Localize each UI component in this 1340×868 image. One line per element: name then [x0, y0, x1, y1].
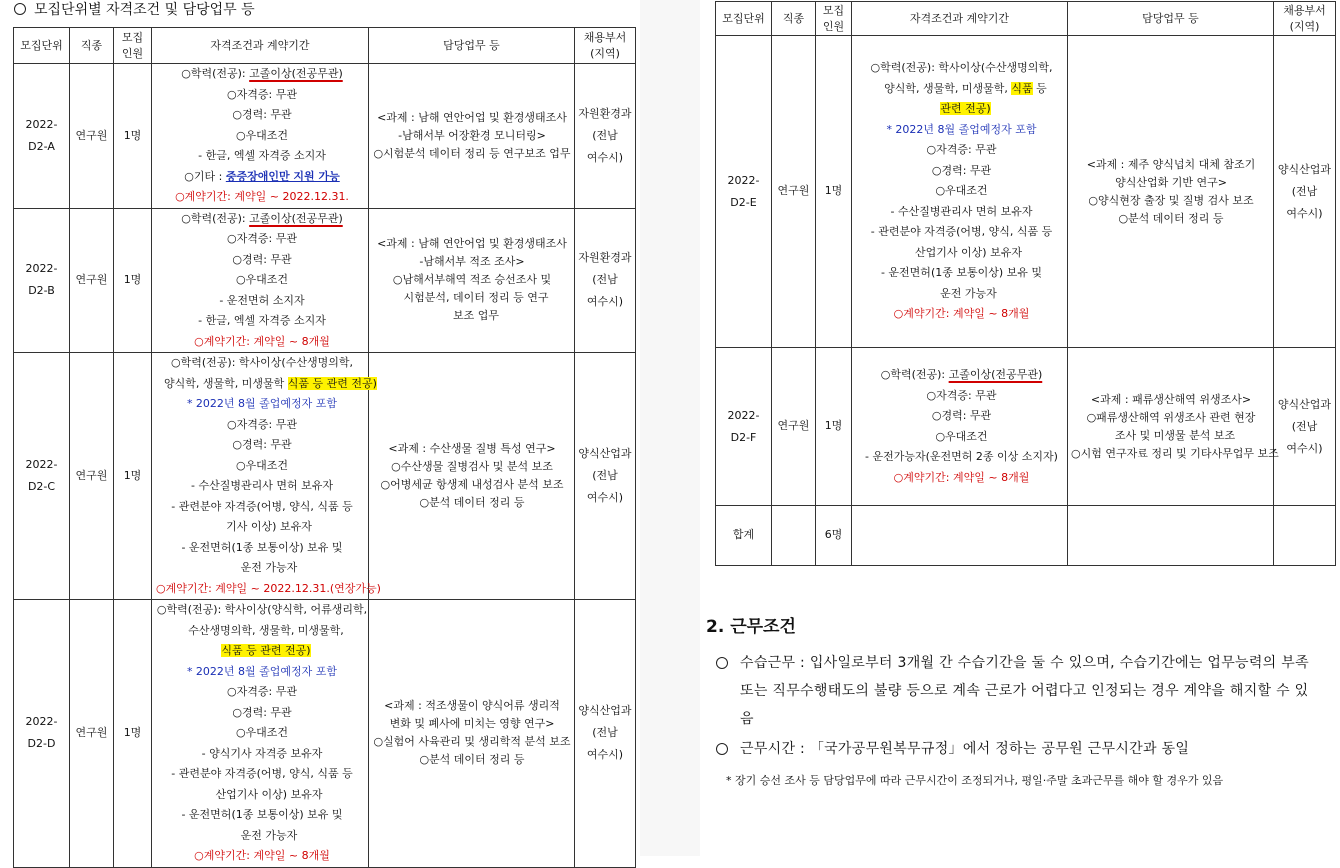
department: 자원환경과 (전남 여수시) [575, 208, 636, 353]
qualification-line [156, 805, 368, 826]
duty-text: ○어병세균 항생제 내성검사 분석 보조 [380, 478, 564, 491]
duty-line [1071, 156, 1271, 174]
qualification-line [156, 600, 368, 621]
duty-text: 변화 및 폐사에 미치는 영향 연구> [389, 717, 555, 731]
duty-text: ○시험분석 데이터 정리 등 연구보조 업무 [373, 146, 571, 160]
table-row [14, 64, 636, 209]
qualification-line [156, 435, 368, 456]
qualification-line [856, 304, 1067, 325]
duty-line [372, 494, 572, 512]
qualification-text: ○계약기간: 계약일 ~ 8개월 [893, 307, 1030, 321]
qualification-cell [852, 348, 1068, 506]
qualification-text: 기사 이상) 보유자 [226, 520, 312, 533]
page-gap [640, 0, 700, 856]
recruitment-unit: 2022- D2-E [716, 36, 772, 348]
qualification-text: - 운전면허(1종 보통이상) 보유 및 [880, 266, 1043, 280]
header-unit: 모집단위 [14, 28, 70, 64]
duty-text: <과제 : 남해 연안어업 및 환경생태조사 [377, 110, 567, 124]
qualification-text: ○경력: 무관 [232, 438, 292, 451]
total-dept [1274, 506, 1336, 566]
header-qualification: 자격조건과 계약기간 [152, 28, 369, 64]
qualification-text: 식품 [1011, 81, 1033, 95]
duty-text: <과제 : 패류생산해역 위생조사> [1090, 392, 1252, 406]
qualification-line [156, 311, 368, 332]
qualification-line [156, 703, 368, 724]
qualification-line [156, 558, 368, 579]
qualification-line [156, 126, 368, 147]
recruitment-table-right [715, 1, 1336, 566]
duty-line [1071, 210, 1271, 228]
header-department: 채용부서 (지역) [1274, 2, 1336, 36]
duty-text: <과제 : 남해 연안어업 및 환경생태조사 [377, 237, 567, 251]
duty-line [372, 235, 572, 253]
duty-line [372, 458, 572, 476]
qualification-line [156, 764, 368, 785]
qualification-line [156, 621, 368, 642]
work-condition-text: 근무시간 : 「국가공무원복무규정」에서 정하는 공무원 근무시간과 동일 [740, 741, 1190, 757]
section-heading [14, 0, 255, 20]
duty-line [372, 109, 572, 127]
hollow-circle-icon [716, 743, 728, 755]
qualification-text: ○학력(전공): 학사이상(수산생명의학, [171, 356, 353, 369]
recruitment-unit: 2022- D2-D [14, 600, 70, 868]
qualification-line [856, 365, 1067, 386]
recruitment-unit: 2022- D2-F [716, 348, 772, 506]
qualification-line [856, 202, 1067, 223]
duty-text: 시험분석, 데이터 정리 등 연구 [403, 291, 549, 305]
qualification-line [156, 744, 368, 765]
qualification-text: 식품 등 관련 전공) [287, 376, 377, 390]
qualification-text: ○우대조건 [235, 458, 289, 472]
duty-text: ○수산생물 질병검사 및 분석 보조 [391, 460, 553, 473]
department: 자원환경과 (전남 여수시) [575, 64, 636, 209]
qualification-text: - 관련분야 자격증(어병, 양식, 식품 등 [171, 767, 353, 780]
qualification-text: * 2022년 8월 졸업예정자 포함 [186, 664, 338, 678]
qualification-text: 고졸이상(전공무관) [948, 368, 1043, 381]
duty-line [1071, 391, 1271, 409]
duty-cell [369, 64, 575, 209]
total-duty [1068, 506, 1274, 566]
qualification-line [156, 229, 368, 250]
qualification-text: ○학력(전공): 학사이상(양식학, 어류생리학, [156, 603, 368, 616]
duty-line [372, 145, 572, 163]
total-job [772, 506, 816, 566]
qualification-line [856, 427, 1067, 448]
qualification-line [156, 187, 368, 208]
qualification-line [156, 209, 368, 230]
qualification-text: ○계약기간: 계약일 ~ 8개월 [893, 470, 1030, 484]
work-condition-text: 수습근무 : 입사일로부터 3개월 간 수습기간을 둘 수 있으며, 수습기간에는 업무능력의 부족 또는 직무수행태도의 불량 등으로 계속 근로가 어렵다고 인정되는 경우 계약을 해지할 수 있음 [740, 655, 1309, 727]
header-department: 채용부서 (지역) [575, 28, 636, 64]
section-title-text: 모집단위별 자격조건 및 담당업무 등 [34, 2, 255, 18]
qualification-line [156, 579, 381, 600]
qualification-text: ○우대조건 [235, 726, 289, 739]
qualification-text: 수산생명의학, 생물학, 미생물학, [188, 623, 344, 637]
qualification-line [156, 538, 368, 559]
job-type: 연구원 [70, 64, 114, 209]
qualification-cell [152, 353, 381, 600]
qualification-text: 중증장애인만 지원 가능 [225, 169, 340, 183]
qualification-text: ○우대조건 [935, 429, 988, 443]
qualification-line [156, 332, 368, 353]
qualification-cell [152, 64, 369, 209]
qualification-text: 관련 전공) [940, 102, 991, 116]
duty-cell [1068, 36, 1274, 348]
qualification-text: ○자격증: 무관 [227, 87, 297, 101]
duty-text: <과제 : 수산생물 질병 특성 연구> [388, 442, 556, 455]
qualification-line [156, 476, 368, 497]
qualification-text: - 한글, 엑셀 자격증 소지자 [198, 149, 326, 162]
qualification-text: * 2022년 8월 졸업예정자 포함 [886, 122, 1037, 136]
qualification-line [156, 167, 368, 188]
qualification-line [156, 641, 368, 662]
qualification-text: ○학력(전공): [181, 67, 250, 80]
qualification-line [156, 105, 368, 126]
qualification-line [856, 468, 1067, 489]
duty-text: ○분석 데이터 정리 등 [1118, 211, 1224, 225]
qualification-line [156, 374, 377, 395]
qualification-text: ○계약기간: 계약일 ~ 2022.12.31.(연장가능) [156, 581, 381, 595]
qualification-line [156, 682, 368, 703]
qualification-text: 산업기사 이상) 보유자 [915, 245, 1022, 259]
duty-text: ○양식현장 출장 및 질병 검사 보조 [1088, 193, 1254, 207]
department: 양식산업과 (전남 여수시) [1274, 348, 1336, 506]
qualification-text: 운전 가능자 [940, 286, 997, 300]
duty-line [372, 476, 572, 494]
qualification-line [156, 826, 368, 847]
qualification-text: ○경력: 무관 [931, 409, 992, 422]
qualification-line [856, 58, 1067, 79]
department: 양식산업과 (전남 여수시) [575, 600, 636, 868]
table-row [716, 36, 1336, 348]
work-condition-probation [716, 649, 1316, 733]
duty-line [1071, 174, 1271, 192]
duty-line [372, 751, 572, 769]
qualification-text: ○학력(전공): [181, 211, 250, 225]
job-type: 연구원 [70, 353, 114, 600]
qualification-line [156, 250, 368, 271]
left-page [0, 0, 640, 862]
qualification-text: ○계약기간: 계약일 ~ 8개월 [194, 334, 330, 348]
qualification-text: - 수산질병관리사 면허 보유자 [890, 204, 1033, 218]
header-job: 직종 [70, 28, 114, 64]
duty-cell [369, 208, 575, 353]
qualification-text: 운전 가능자 [240, 561, 298, 574]
qualification-line [856, 181, 1067, 202]
qualification-line [856, 386, 1067, 407]
duty-text: 보조 업무 [452, 309, 499, 323]
job-type: 연구원 [772, 348, 816, 506]
hollow-circle-icon [716, 657, 728, 669]
total-label: 합계 [716, 506, 772, 566]
job-type: 연구원 [772, 36, 816, 348]
recruitment-unit: 2022- D2-A [14, 64, 70, 209]
qualification-line [156, 456, 368, 477]
duty-line [372, 289, 572, 307]
qualification-text: 식품 등 관련 전공) [221, 644, 311, 657]
duty-text: ○분석 데이터 정리 등 [419, 753, 525, 767]
duty-line [1071, 445, 1279, 463]
table-row [716, 348, 1336, 506]
header-qualification: 자격조건과 계약기간 [852, 2, 1068, 36]
header-duty: 담당업무 등 [369, 28, 575, 64]
duty-text: 조사 및 미생물 분석 보조 [1114, 428, 1236, 442]
recruitment-unit: 2022- D2-B [14, 208, 70, 353]
qualification-line [156, 146, 368, 167]
qualification-text: ○경력: 무관 [931, 163, 992, 177]
total-qual [852, 506, 1068, 566]
qualification-text: - 운전면허(1종 보통이상) 보유 및 [181, 808, 343, 821]
qualification-text: ○자격증: 무관 [227, 417, 297, 431]
duty-line [1071, 192, 1271, 210]
qualification-text: - 운전면허(1종 보통이상) 보유 및 [181, 540, 343, 554]
headcount: 1명 [114, 353, 152, 600]
header-duty: 담당업무 등 [1068, 2, 1274, 36]
qualification-text: ○우대조건 [235, 273, 289, 286]
work-condition-hours [716, 735, 1316, 763]
duty-cell [369, 600, 575, 868]
qualification-text: 고졸이상(전공무관) [249, 67, 343, 80]
qualification-text: - 관련분야 자격증(어병, 양식, 식품 등 [870, 225, 1053, 239]
qualification-text: ○학력(전공): 학사이상(수산생명의학, [870, 61, 1053, 75]
headcount: 1명 [114, 64, 152, 209]
total-count: 6명 [816, 506, 852, 566]
qualification-line [156, 497, 368, 518]
table-header-row [716, 2, 1336, 36]
headcount: 1명 [816, 348, 852, 506]
duty-line [372, 271, 572, 289]
qualification-text: ○경력: 무관 [232, 252, 292, 266]
duty-line [372, 307, 572, 325]
qualification-text: 운전 가능자 [240, 828, 298, 842]
table-row [14, 353, 636, 600]
duty-text: ○분석 데이터 정리 등 [419, 496, 525, 509]
qualification-line [856, 284, 1067, 305]
qualification-line [856, 222, 1067, 243]
table-row [14, 600, 636, 868]
qualification-text: - 양식기사 자격증 보유자 [201, 746, 323, 760]
qualification-line [156, 785, 368, 806]
duty-text: ○실험어 사육관리 및 생리학적 분석 보조 [373, 735, 571, 749]
duty-text: -남해서부 적조 조사> [419, 255, 525, 269]
qualification-text: ○기타 : [184, 169, 226, 183]
hollow-circle-icon [14, 3, 26, 15]
qualification-text: 양식학, 생물학, 미생물학, [884, 81, 1012, 95]
qualification-line [156, 353, 368, 374]
qualification-line [856, 243, 1067, 264]
qualification-line [156, 723, 368, 744]
headcount: 1명 [114, 600, 152, 868]
qualification-text: 양식학, 생물학, 미생물학 [164, 376, 288, 390]
duty-text: -남해서부 어장환경 모니터링> [398, 128, 546, 142]
recruitment-table-left [13, 27, 636, 868]
duty-cell [369, 353, 575, 600]
table-header-row [14, 28, 636, 64]
header-count: 모집 인원 [114, 28, 152, 64]
duty-line [1071, 427, 1271, 445]
qualification-text: ○우대조건 [935, 184, 988, 198]
qualification-line [856, 120, 1067, 141]
qualification-text: ○자격증: 무관 [227, 232, 297, 245]
qualification-text: ○자격증: 무관 [227, 685, 297, 698]
duty-line [372, 440, 572, 458]
qualification-line [856, 79, 1067, 100]
qualification-text: ○경력: 무관 [232, 705, 292, 719]
duty-text: ○패류생산해역 위생조사 관련 현장 [1086, 410, 1256, 424]
qualification-text: * 2022년 8월 졸업예정자 포함 [186, 397, 338, 410]
duty-text: ○남해서부해역 적조 승선조사 및 [392, 273, 552, 287]
recruitment-unit: 2022- D2-C [14, 353, 70, 600]
qualification-line [156, 394, 368, 415]
job-type: 연구원 [70, 208, 114, 353]
work-condition-note: * 장기 승선 조사 등 담당업무에 따라 근무시간이 조정되거나, 평일·주말 초과근무를 해야 할 경우가 있음 [726, 774, 1224, 787]
duty-text: <과제 : 제주 양식넙치 대체 참조기 [1086, 157, 1256, 171]
qualification-line [156, 85, 368, 106]
duty-line [372, 127, 572, 145]
header-job: 직종 [772, 2, 816, 36]
qualification-text: 산업기사 이상) 보유자 [215, 787, 323, 801]
qualification-line [156, 846, 368, 867]
qualification-line [856, 99, 1067, 120]
qualification-text: ○우대조건 [235, 128, 289, 142]
qualification-text: ○학력(전공): [880, 368, 949, 381]
qualification-cell [852, 36, 1068, 348]
department: 양식산업과 (전남 여수시) [1274, 36, 1336, 348]
qualification-text: ○자격증: 무관 [926, 143, 997, 157]
duty-line [1071, 409, 1271, 427]
qualification-line [156, 662, 368, 683]
duty-line [372, 715, 572, 733]
header-unit: 모집단위 [716, 2, 772, 36]
duty-line [372, 733, 572, 751]
qualification-text: - 운전면허 소지자 [219, 293, 305, 307]
total-row [716, 506, 1336, 566]
qualification-line [856, 140, 1067, 161]
qualification-line [856, 263, 1067, 284]
work-conditions-title: 2. 근무조건 [706, 617, 796, 637]
qualification-cell [152, 208, 369, 353]
qualification-line [156, 270, 368, 291]
table-row [14, 208, 636, 353]
headcount: 1명 [114, 208, 152, 353]
qualification-line [856, 447, 1067, 468]
duty-text: 양식산업화 기반 연구> [1115, 175, 1227, 189]
qualification-cell [152, 600, 369, 868]
qualification-text: 등 [1032, 81, 1047, 95]
qualification-text: - 운전가능자(운전면허 2종 이상 소지자) [865, 450, 1058, 463]
qualification-text: - 관련분야 자격증(어병, 양식, 식품 등 [171, 499, 353, 513]
duty-cell [1068, 348, 1279, 506]
duty-text: <과제 : 적조생물이 양식어류 생리적 [384, 699, 560, 713]
qualification-line [156, 517, 368, 538]
qualification-text: 고졸이상(전공무관) [249, 211, 343, 225]
headcount: 1명 [816, 36, 852, 348]
job-type: 연구원 [70, 600, 114, 868]
qualification-line [156, 291, 368, 312]
qualification-line [856, 161, 1067, 182]
qualification-text: ○자격증: 무관 [926, 388, 997, 402]
header-count: 모집 인원 [816, 2, 852, 36]
qualification-text: ○계약기간: 계약일 ~ 2022.12.31. [175, 190, 349, 203]
qualification-text: - 한글, 엑셀 자격증 소지자 [198, 314, 326, 327]
qualification-text: ○계약기간: 계약일 ~ 8개월 [194, 849, 330, 862]
qualification-line [156, 64, 368, 85]
qualification-text: - 수산질병관리사 면허 보유자 [191, 479, 333, 492]
duty-line [372, 697, 572, 715]
qualification-line [156, 415, 368, 436]
qualification-text: ○경력: 무관 [232, 108, 292, 121]
duty-text: ○시험 연구자료 정리 및 기타사무업무 보조 [1071, 446, 1279, 460]
duty-line [372, 253, 572, 271]
qualification-line [856, 406, 1067, 427]
department: 양식산업과 (전남 여수시) [575, 353, 636, 600]
